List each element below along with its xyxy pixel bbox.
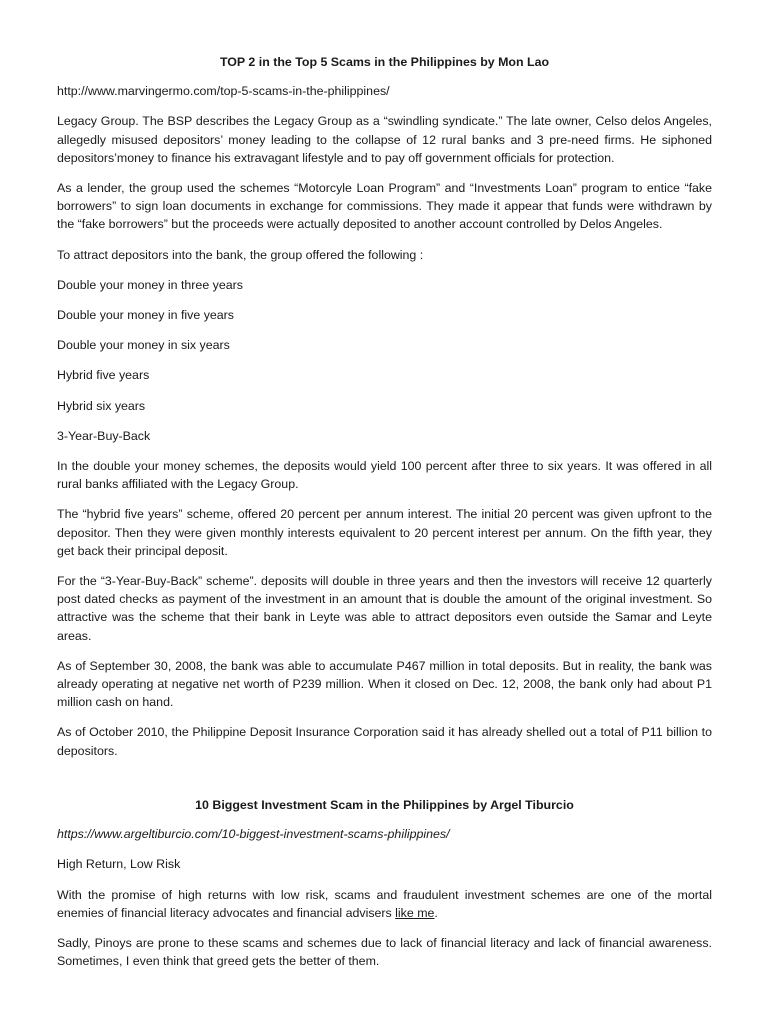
paragraph-text-end: . — [434, 905, 438, 920]
section2-url: https://www.argeltiburcio.com/10-biggest-investment-scams-philippines/ — [57, 827, 450, 842]
paragraph-pdic-2010: As of October 2010, the Philippine Deposit Insurance Corporation said it has already shelled out a total of P11 billion to depositors. — [57, 725, 712, 758]
paragraph-lender-schemes: As a lender, the group used the schemes “Motorcyle Loan Program” and “Investments Loan” program to entice “fake borrowers” to sign loan documents in exchange for commissions. They made it appear that funds were withdrawn by the “fake borrowers” but the proceeds were actually deposited to another account controlled by Delos Angeles. — [57, 181, 712, 232]
paragraph-attract-depositors: To attract depositors into the bank, the group offered the following : — [57, 247, 424, 262]
paragraph-double-money: In the double your money schemes, the deposits would yield 100 percent after three to six years. It was offered in all rural banks affiliated with the Legacy Group. — [57, 459, 712, 492]
section2-title: 10 Biggest Investment Scam in the Philippines by Argel Tiburcio — [195, 797, 574, 812]
offer-item: Hybrid five years — [57, 368, 150, 383]
paragraph-buy-back: For the “3-Year-Buy-Back” scheme”. deposits will double in three years and then the investors will receive 12 quarterly post dated checks as payment of the investment in an amount that is double the amount of the original investment. So attractive was the scheme that their bank in Leyte was able to attract depositors even outside the Samar and Leyte areas. — [57, 574, 712, 643]
paragraph-pinoys-prone: Sadly, Pinoys are prone to these scams and schemes due to lack of financial literacy and lack of financial awareness. Sometimes, I even think that greed gets the better of them. — [57, 935, 712, 969]
paragraph-text: With the promise of high returns with low risk, scams and fraudulent investment schemes are one of the mortal enemies of financial literacy advocates and financial advisers — [57, 887, 712, 920]
section1-title: TOP 2 in the Top 5 Scams in the Philippines by Mon Lao — [219, 55, 550, 69]
paragraph-legacy-group: Legacy Group. The BSP describes the Legacy Group as a “swindling syndicate.” The late owner, Celso delos Angeles, allegedly misused depositors’ money leading to the collapse of 12 rural banks and 3 pre-need firms. He siphoned depositors’money to finance his extravagant lifestyle and to pay off government officials for protection. — [57, 114, 712, 165]
offer-item: Hybrid six years — [57, 398, 146, 413]
offer-item: 3-Year-Buy-Back — [57, 428, 151, 443]
section1-url: http://www.marvingermo.com/top-5-scams-in-the-philippines/ — [57, 84, 390, 99]
offer-item: Double your money in five years — [57, 308, 234, 323]
subheading-high-return: High Return, Low Risk — [57, 857, 181, 872]
offer-item: Double your money in six years — [57, 338, 230, 353]
like-me-link[interactable]: like me — [395, 905, 435, 920]
offer-item: Double your money in three years — [57, 277, 243, 292]
paragraph-hybrid: The “hybrid five years” scheme, offered 20 percent per annum interest. The initial 20 percent was given upfront to the depositor. Then they were given monthly interests equivalent to 20 percent interest per annum. On the fifth year, they get back their principal deposit. — [57, 507, 712, 558]
section-spacer — [57, 772, 712, 796]
paragraph-high-returns — [57, 886, 712, 922]
paragraph-deposits-2008: As of September 30, 2008, the bank was able to accumulate P467 million in total deposits. But in reality, the bank was already operating at negative net worth of P239 million. When it closed on Dec. 12, 2008, the bank only had about P1 million cash on hand. — [57, 658, 712, 710]
